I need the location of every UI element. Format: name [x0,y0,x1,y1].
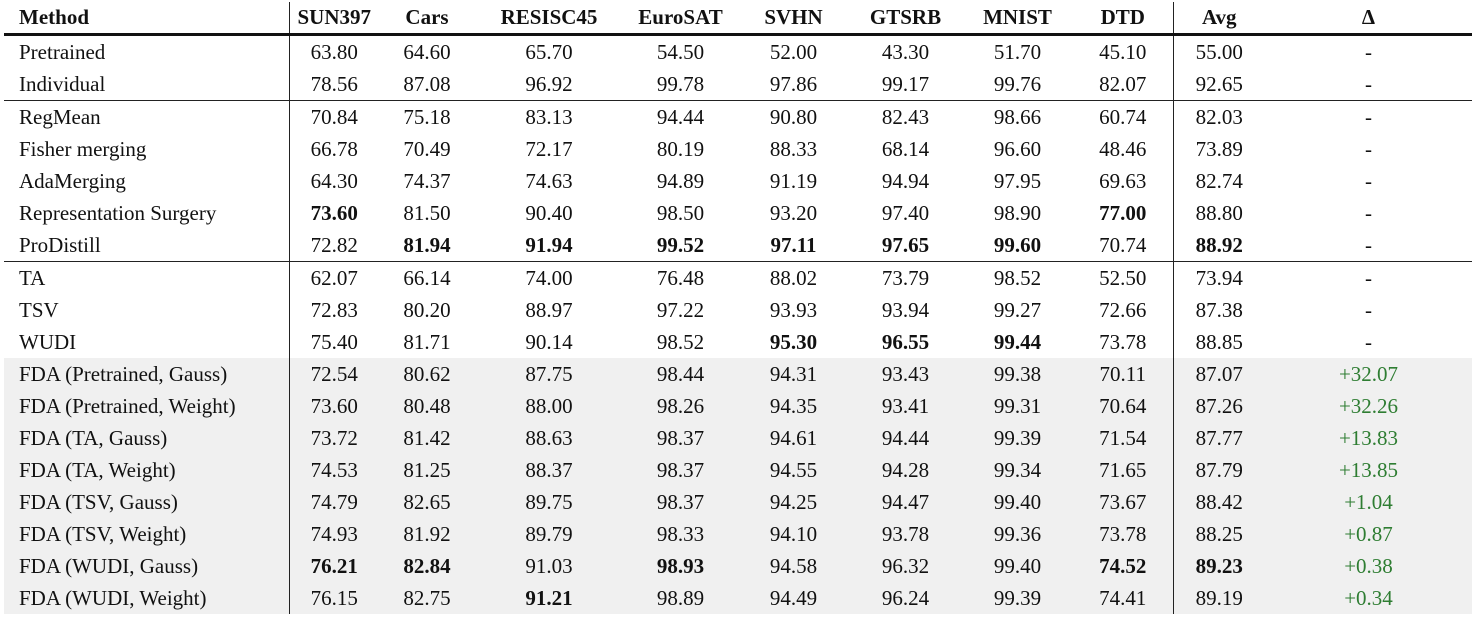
avg-cell: 87.79 [1173,454,1265,486]
score-cell-svhn: 94.55 [738,454,849,486]
avg-cell: 55.00 [1173,35,1265,69]
score-cell-gtsrb: 94.28 [849,454,962,486]
method-cell: Fisher merging [19,137,147,161]
score-cell-gtsrb: 99.17 [881,72,930,96]
column-header-delta: Δ [1361,5,1376,29]
score-cell-cars: 75.18 [379,101,475,134]
score-cell-svhn: 94.31 [738,358,849,390]
column-header-sun397: SUN397 [289,2,379,35]
score-cell-eurosat: 94.89 [656,169,705,193]
score-cell-mnist: 99.44 [993,330,1042,354]
score-cell-resisc45: 91.94 [525,233,573,257]
score-cell-dtd: 72.66 [1099,298,1147,322]
score-cell-svhn: 94.35 [738,390,849,422]
score-cell-eurosat: 98.37 [623,486,738,518]
score-cell-svhn: 90.80 [738,101,849,134]
score-cell-svhn: 97.86 [769,72,818,96]
score-cell-cars: 80.20 [403,298,451,322]
score-cell-mnist: 99.60 [993,233,1042,257]
table-row [4,582,1472,614]
score-cell-mnist: 51.70 [993,40,1042,64]
method-cell: FDA (TA, Weight) [4,454,289,486]
table-row [4,229,1472,262]
table-row [4,358,1472,390]
score-cell-gtsrb: 94.47 [849,486,962,518]
score-cell-eurosat: 98.26 [623,390,738,422]
avg-cell: 87.38 [1173,294,1265,326]
avg-cell: 89.23 [1173,550,1265,582]
delta-cell: +0.34 [1265,582,1472,614]
method-cell: RegMean [4,101,289,134]
avg-cell: 87.07 [1173,358,1265,390]
score-cell-cars: 82.84 [379,550,475,582]
score-cell-cars: 81.50 [403,201,451,225]
score-cell-eurosat: 97.22 [656,298,705,322]
avg-cell: 82.74 [1173,165,1265,197]
avg-cell: 88.25 [1173,518,1265,550]
avg-cell: 88.92 [1173,229,1265,262]
score-cell-cars: 82.75 [379,582,475,614]
score-cell-eurosat: 98.89 [623,582,738,614]
score-cell-gtsrb: 93.78 [849,518,962,550]
score-cell-gtsrb: 97.40 [881,201,930,225]
method-cell: FDA (TA, Gauss) [4,422,289,454]
score-cell-eurosat: 94.44 [623,101,738,134]
score-cell-gtsrb: 43.30 [881,40,930,64]
score-cell-cars: 81.94 [403,233,451,257]
score-cell-svhn: 95.30 [769,330,818,354]
delta-cell: +32.26 [1265,390,1472,422]
avg-cell: 88.42 [1173,486,1265,518]
score-cell-gtsrb: 96.55 [881,330,930,354]
score-cell-sun397: 78.56 [289,68,379,101]
score-cell-gtsrb: 73.79 [849,262,962,295]
method-cell: FDA (Pretrained, Gauss) [4,358,289,390]
score-cell-svhn: 93.20 [769,201,818,225]
delta-cell: +13.85 [1265,454,1472,486]
score-cell-resisc45: 88.97 [525,298,573,322]
score-cell-dtd: 70.74 [1099,233,1147,257]
score-cell-resisc45: 87.75 [475,358,623,390]
avg-cell: 88.85 [1173,326,1265,358]
score-cell-eurosat: 80.19 [656,137,705,161]
score-cell-resisc45: 74.63 [525,169,573,193]
table-row [4,454,1472,486]
score-cell-svhn: 97.11 [770,233,817,257]
method-cell: ProDistill [19,233,101,257]
score-cell-svhn: 93.93 [769,298,818,322]
score-cell-mnist: 99.39 [962,422,1073,454]
score-cell-sun397: 73.60 [289,197,379,229]
score-cell-dtd: 69.63 [1099,169,1147,193]
avg-cell: 92.65 [1173,68,1265,101]
avg-cell: 73.94 [1173,262,1265,295]
score-cell-gtsrb: 93.94 [881,298,930,322]
score-cell-sun397: 72.54 [289,358,379,390]
score-cell-sun397: 73.72 [289,422,379,454]
results-table [4,2,1472,614]
score-cell-sun397: 66.78 [289,133,379,165]
score-cell-gtsrb: 93.43 [849,358,962,390]
column-header-resisc45: RESISC45 [500,5,598,29]
score-cell-resisc45: 83.13 [475,101,623,134]
score-cell-svhn: 94.61 [738,422,849,454]
table-row [4,486,1472,518]
score-cell-svhn: 94.49 [738,582,849,614]
score-cell-eurosat: 99.52 [656,233,705,257]
score-cell-sun397: 75.40 [289,326,379,358]
score-cell-eurosat: 99.78 [656,72,705,96]
score-cell-mnist: 99.34 [962,454,1073,486]
score-cell-mnist: 96.60 [993,137,1042,161]
method-cell: WUDI [19,330,77,354]
score-cell-sun397: 74.79 [289,486,379,518]
score-cell-dtd: 45.10 [1099,40,1147,64]
score-cell-mnist: 99.39 [962,582,1073,614]
score-cell-sun397: 72.82 [289,229,379,262]
score-cell-dtd: 71.65 [1073,454,1173,486]
score-cell-svhn: 88.33 [769,137,818,161]
score-cell-eurosat: 98.44 [623,358,738,390]
delta-cell: +32.07 [1265,358,1472,390]
score-cell-dtd: 60.74 [1073,101,1173,134]
score-cell-cars: 80.48 [379,390,475,422]
score-cell-resisc45: 90.14 [525,330,573,354]
delta-cell: - [1365,330,1372,354]
score-cell-resisc45: 89.75 [475,486,623,518]
score-cell-cars: 66.14 [379,262,475,295]
method-cell: FDA (WUDI, Weight) [4,582,289,614]
delta-cell: - [1365,169,1372,193]
method-cell: FDA (WUDI, Gauss) [4,550,289,582]
method-cell: FDA (TSV, Gauss) [4,486,289,518]
table-row [4,294,1472,326]
table-row [4,133,1472,165]
table-body [4,35,1472,615]
table-row [4,518,1472,550]
score-cell-svhn: 88.02 [738,262,849,295]
score-cell-resisc45: 91.21 [475,582,623,614]
delta-cell: - [1365,233,1372,257]
score-cell-cars: 80.62 [379,358,475,390]
score-cell-resisc45: 90.40 [525,201,573,225]
score-cell-svhn: 91.19 [769,169,818,193]
score-cell-sun397: 74.53 [289,454,379,486]
score-cell-gtsrb: 82.43 [849,101,962,134]
score-cell-resisc45: 96.92 [525,72,573,96]
delta-cell: - [1265,262,1472,295]
score-cell-resisc45: 88.37 [475,454,623,486]
score-cell-eurosat: 98.37 [623,454,738,486]
column-header-method: Method [19,5,89,29]
score-cell-mnist: 99.31 [962,390,1073,422]
score-cell-gtsrb: 94.44 [849,422,962,454]
score-cell-resisc45: 88.00 [475,390,623,422]
score-cell-gtsrb: 97.65 [881,233,930,257]
score-cell-svhn: 94.10 [738,518,849,550]
score-cell-cars: 82.65 [379,486,475,518]
score-cell-mnist: 98.66 [962,101,1073,134]
table-row [4,262,1472,295]
table-row [4,165,1472,197]
column-header-eurosat: EuroSAT [638,5,723,29]
score-cell-eurosat: 54.50 [656,40,705,64]
score-cell-cars: 87.08 [403,72,451,96]
score-cell-svhn: 94.25 [738,486,849,518]
score-cell-gtsrb: 68.14 [881,137,930,161]
table-row [4,422,1472,454]
results-table-container [4,2,1399,614]
score-cell-mnist: 99.38 [962,358,1073,390]
table-row [4,35,1472,69]
table-row [4,550,1472,582]
score-cell-svhn: 94.58 [738,550,849,582]
score-cell-cars: 64.60 [403,40,451,64]
avg-cell: 82.03 [1173,101,1265,134]
avg-cell: 73.89 [1173,133,1265,165]
score-cell-sun397: 70.84 [289,101,379,134]
column-header-svhn: SVHN [764,5,823,29]
method-cell: FDA (TSV, Weight) [4,518,289,550]
column-header-mnist: MNIST [983,5,1052,29]
avg-cell: 87.26 [1173,390,1265,422]
score-cell-dtd: 52.50 [1073,262,1173,295]
score-cell-mnist: 99.76 [993,72,1042,96]
score-cell-cars: 81.25 [379,454,475,486]
score-cell-eurosat: 98.33 [623,518,738,550]
score-cell-sun397: 72.83 [289,294,379,326]
score-cell-dtd: 70.11 [1073,358,1173,390]
score-cell-resisc45: 91.03 [475,550,623,582]
score-cell-gtsrb: 96.24 [849,582,962,614]
avg-cell: 89.19 [1173,582,1265,614]
score-cell-dtd: 48.46 [1099,137,1147,161]
delta-cell: - [1365,298,1372,322]
score-cell-gtsrb: 93.41 [849,390,962,422]
table-row [4,390,1472,422]
table-header-row [4,2,1472,35]
method-cell: Individual [19,72,106,96]
score-cell-eurosat: 98.50 [656,201,705,225]
score-cell-mnist: 99.36 [962,518,1073,550]
score-cell-mnist: 97.95 [993,169,1042,193]
score-cell-dtd: 70.64 [1073,390,1173,422]
method-cell: FDA (Pretrained, Weight) [4,390,289,422]
score-cell-resisc45: 65.70 [525,40,573,64]
score-cell-svhn: 52.00 [769,40,818,64]
delta-cell: - [1365,201,1372,225]
table-row [4,101,1472,134]
score-cell-gtsrb: 94.94 [881,169,930,193]
delta-cell: - [1365,40,1372,64]
score-cell-mnist: 99.27 [993,298,1042,322]
score-cell-cars: 74.37 [403,169,451,193]
delta-cell: +13.83 [1265,422,1472,454]
table-row [4,68,1472,101]
table-row [4,197,1472,229]
score-cell-gtsrb: 96.32 [849,550,962,582]
method-cell: TA [4,262,289,295]
method-cell: TSV [19,298,59,322]
delta-cell: +0.87 [1265,518,1472,550]
score-cell-mnist: 99.40 [962,486,1073,518]
score-cell-dtd: 71.54 [1073,422,1173,454]
score-cell-mnist: 99.40 [962,550,1073,582]
score-cell-cars: 70.49 [403,137,451,161]
score-cell-cars: 81.71 [403,330,451,354]
score-cell-sun397: 73.60 [289,390,379,422]
score-cell-dtd: 74.52 [1073,550,1173,582]
delta-cell: +1.04 [1265,486,1472,518]
score-cell-sun397: 74.93 [289,518,379,550]
delta-cell: - [1265,101,1472,134]
score-cell-dtd: 73.67 [1073,486,1173,518]
table-row [4,326,1472,358]
score-cell-resisc45: 74.00 [475,262,623,295]
score-cell-resisc45: 89.79 [475,518,623,550]
avg-cell: 87.77 [1173,422,1265,454]
score-cell-resisc45: 72.17 [525,137,573,161]
avg-cell: 88.80 [1173,197,1265,229]
score-cell-dtd: 77.00 [1099,201,1147,225]
score-cell-cars: 81.92 [379,518,475,550]
score-cell-eurosat: 98.37 [623,422,738,454]
column-header-cars: Cars [405,5,449,29]
score-cell-sun397: 63.80 [289,35,379,69]
column-header-dtd: DTD [1100,5,1145,29]
score-cell-dtd: 82.07 [1099,72,1147,96]
score-cell-eurosat: 76.48 [623,262,738,295]
score-cell-dtd: 73.78 [1073,518,1173,550]
score-cell-dtd: 74.41 [1073,582,1173,614]
delta-cell: +0.38 [1265,550,1472,582]
score-cell-mnist: 98.90 [993,201,1042,225]
score-cell-sun397: 64.30 [289,165,379,197]
column-header-avg: Avg [1173,2,1265,35]
score-cell-dtd: 73.78 [1099,330,1147,354]
delta-cell: - [1365,72,1372,96]
score-cell-sun397: 76.21 [289,550,379,582]
score-cell-eurosat: 98.93 [623,550,738,582]
score-cell-resisc45: 88.63 [475,422,623,454]
score-cell-sun397: 62.07 [289,262,379,295]
score-cell-sun397: 76.15 [289,582,379,614]
method-cell: AdaMerging [19,169,126,193]
method-cell: Pretrained [19,40,106,64]
score-cell-eurosat: 98.52 [656,330,705,354]
score-cell-cars: 81.42 [379,422,475,454]
score-cell-mnist: 98.52 [962,262,1073,295]
delta-cell: - [1365,137,1372,161]
column-header-gtsrb: GTSRB [869,5,942,29]
method-cell: Representation Surgery [19,201,217,225]
